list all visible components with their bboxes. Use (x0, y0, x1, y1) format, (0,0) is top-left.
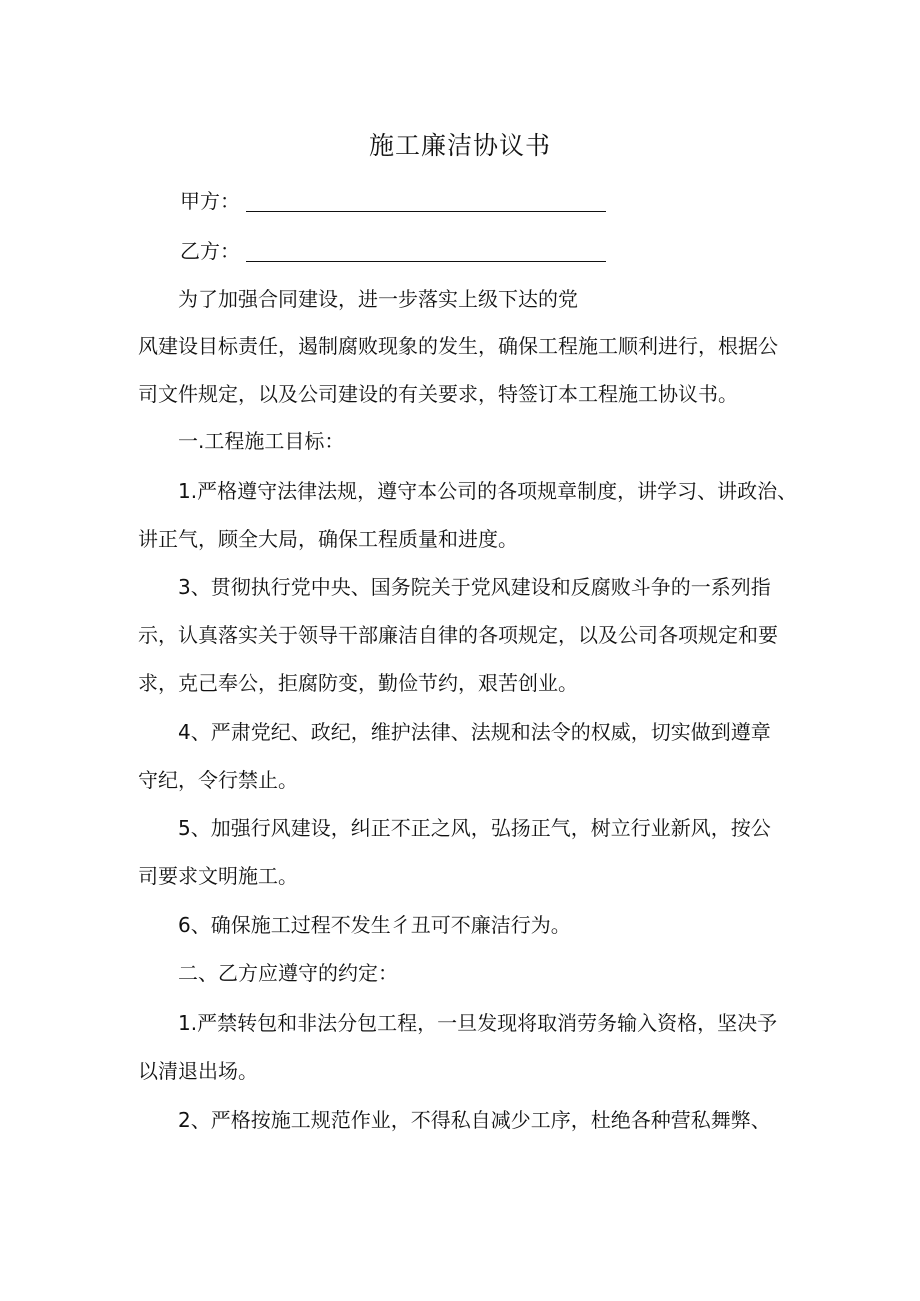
paragraph-line: 司要求文明施工。 (138, 864, 298, 888)
paragraph-line: 3、贯彻执行党中央、国务院关于党风建设和反腐败斗争的一系列指 (178, 575, 771, 599)
paragraph-line: 示，认真落实关于领导干部廉洁自律的各项规定，以及公司各项规定和要 (138, 623, 778, 647)
paragraph-line: 5、加强行风建设，纠正不正之风，弘扬正气，树立行业新风，按公 (178, 816, 771, 840)
paragraph-line: 2、严格按施工规范作业，不得私自减少工序，杜绝各种营私舞弊、 (178, 1108, 771, 1132)
paragraph-line: 为了加强合同建设，进一步落实上级下达的党 (178, 287, 578, 311)
party-a-label: 甲方： (180, 189, 240, 213)
paragraph-line: 1.严禁转包和非法分包工程，一旦发现将取消劳务输入资格，坚决予 (178, 1011, 778, 1035)
paragraph-line: 风建设目标责任，遏制腐败现象的发生，确保工程施工顺利进行，根据公 (138, 334, 778, 358)
paragraph-line: 讲正气，顾全大局，确保工程质量和进度。 (138, 527, 518, 551)
party-b-blank-line (246, 260, 606, 262)
paragraph-line: 6、确保施工过程不发生彳丑可不廉洁行为。 (178, 913, 571, 937)
section-heading: 一.工程施工目标： (178, 429, 345, 453)
paragraph-line: 守纪，令行禁止。 (138, 768, 298, 792)
paragraph-line: 1.严格遵守法律法规，遵守本公司的各项规章制度，讲学习、讲政治、 (178, 479, 798, 503)
paragraph-line: 以清退出场。 (138, 1059, 258, 1083)
section-heading: 二、乙方应遵守的约定： (178, 961, 398, 985)
document-title: 施工廉洁协议书 (368, 131, 551, 160)
party-b-label: 乙方： (180, 239, 240, 263)
paragraph-line: 司文件规定，以及公司建设的有关要求，特签订本工程施工协议书。 (138, 382, 738, 406)
paragraph-line: 4、严肃党纪、政纪，维护法律、法规和法令的权威，切实做到遵章 (178, 720, 771, 744)
party-b-row (180, 232, 606, 266)
party-a-blank-line (246, 210, 606, 212)
party-a-row (180, 182, 606, 216)
paragraph-line: 求，克己奉公，拒腐防变，勤俭节约，艰苦创业。 (138, 671, 578, 695)
